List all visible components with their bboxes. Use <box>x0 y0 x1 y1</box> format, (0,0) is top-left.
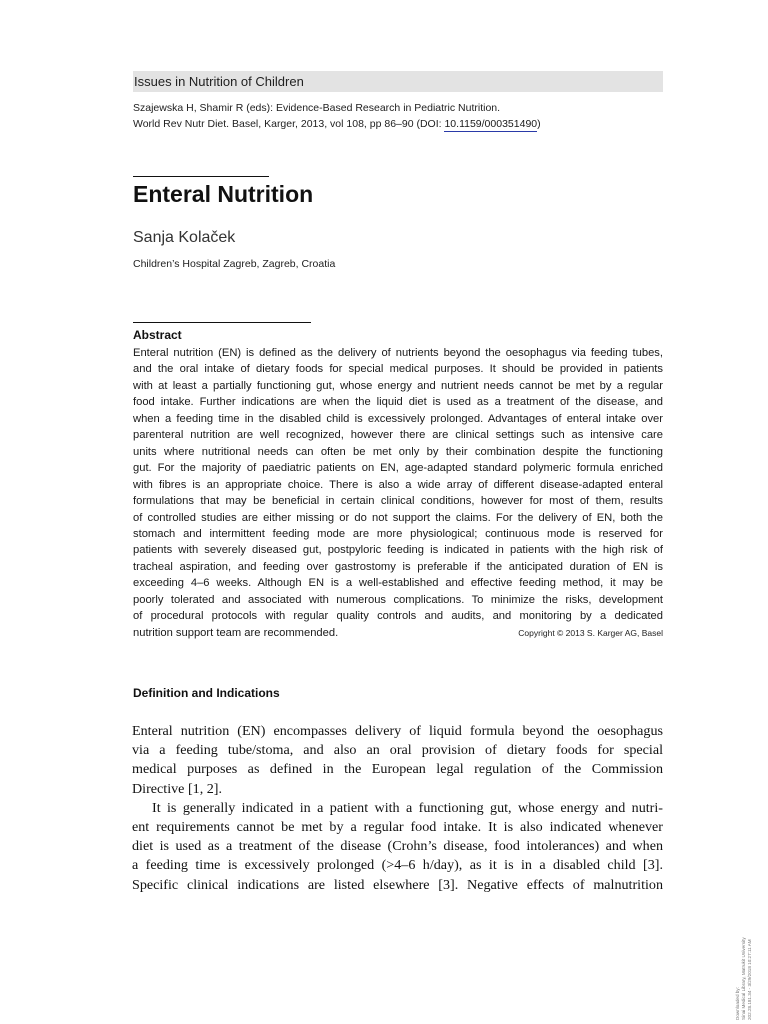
article-title: Enteral Nutrition <box>133 181 314 207</box>
copyright-notice: Copyright © 2013 S. Karger AG, Basel <box>518 627 663 638</box>
abstract-line: parenteral nutrition are well recognized, however there are clinical settings such as intensive care <box>133 429 663 442</box>
citation-line-1: Szajewska H, Shamir R (eds): Evidence-Based Research in Pediatric Nutrition. <box>133 102 501 114</box>
body-line: It is generally indicated in a patient with a functioning gut, whose energy and nutri- <box>152 799 663 816</box>
series-title: Issues in Nutrition of Children <box>133 71 663 92</box>
citation <box>133 101 673 132</box>
body-line: ent requirements cannot be met by a regular food intake. It is also indicated whenever <box>132 819 663 836</box>
abstract-line: and the oral intake of dietary foods for special medical purposes. It should be provided in patients <box>133 363 663 376</box>
abstract-line: units where nutritional needs can often be met only by their combination despite the functioning <box>133 445 663 458</box>
citation-prefix: World Rev Nutr Diet. Basel, Karger, 2013, vol 108, pp 86–90 (DOI: <box>133 117 445 130</box>
abstract-heading: Abstract <box>133 328 182 342</box>
watermark-line: Downloaded by: <box>735 987 740 1020</box>
citation-suffix: ) <box>537 117 541 130</box>
abstract-line: food intake. Further indications are when the liquid diet is used as a treatment of the disease, and <box>133 396 663 409</box>
abstract-line: with at least a partially functioning gut, whose energy and nutrient needs cannot be met by a regular <box>133 379 663 392</box>
abstract-line: of controlled studies are either missing or do not support the claims. For the delivery of EN, both the <box>133 511 663 524</box>
abstract-line: patients with severely diseased gut, postpyloric feeding is indicated in patients with the high risk of <box>133 544 663 557</box>
abstract-line: when a feeding time in the disabled child is excessively prolonged. Advantages of enteral intake over <box>133 412 663 425</box>
body-text <box>132 722 663 895</box>
watermark-line: Sinai Medical Library, Matrukit University <box>741 937 747 1020</box>
watermark-line: 202.28.181.34 - 3/29/2018 10:27:11 AM <box>747 939 753 1020</box>
body-line: Directive [1, 2]. <box>132 780 223 797</box>
abstract-line: of procedural protocols with regular quality controls and audits, and monitoring by a dedicated <box>133 610 663 623</box>
abstract-last-line <box>133 625 663 641</box>
body-line: via a feeding tube/stoma, and also an oral provision of dietary foods for special <box>132 742 663 759</box>
abstract-line: exceeding 4–6 weeks. Although EN is a well-established and effective feeding method, it may be <box>133 577 663 590</box>
body-line: Specific clinical indications are listed elsewhere [3]. Negative effects of malnutrition <box>132 876 663 893</box>
body-line: a feeding time is excessively prolonged (>4–6 h/day), as it is in a disabled child [3]. <box>132 857 663 874</box>
abstract-line: poorly tolerated and associated with numerous complications. To minimize the risks, development <box>133 593 663 606</box>
download-watermark <box>735 880 754 1020</box>
body-line: medical purposes as defined in the European legal regulation of the Commission <box>132 761 663 778</box>
abstract-rule <box>133 322 311 323</box>
abstract-line: formulations that may be beneficial in certain clinical conditions, however for most of them, results <box>133 495 663 508</box>
citation-line-2 <box>133 117 673 133</box>
abstract-line: with fibres is an appropriate choice. There is also a wide array of different disease-adapted enteral <box>133 478 663 491</box>
title-rule <box>133 176 269 177</box>
abstract-line: tracheal aspiration, and feeding over gastrostomy is preferable if the anticipated duration of EN is <box>133 560 663 573</box>
body-line: Enteral nutrition (EN) encompasses delivery of liquid formula beyond the oesophagus <box>132 723 663 739</box>
body-line: diet is used as a treatment of the disease (Crohn’s disease, food intolerances) and when <box>132 838 663 855</box>
abstract-line: nutrition support team are recommended. <box>133 626 339 639</box>
abstract-body <box>133 345 663 641</box>
author-name: Sanja Kolaček <box>133 229 236 246</box>
section-heading: Definition and Indications <box>133 686 280 700</box>
abstract-line: Enteral nutrition (EN) is defined as the delivery of nutrients beyond the oesophagus via feeding tubes, <box>133 347 663 359</box>
abstract-line: stomach and intermittent feeding mode are more physiological; continuous mode is reserved for <box>133 527 663 540</box>
author-affiliation: Children’s Hospital Zagreb, Zagreb, Croatia <box>133 258 336 270</box>
abstract-line: gut. For the majority of paediatric patients on EN, age-adapted standard polymeric formula enriched <box>133 462 663 475</box>
doi-link[interactable]: 10.1159/000351490 <box>444 117 538 130</box>
